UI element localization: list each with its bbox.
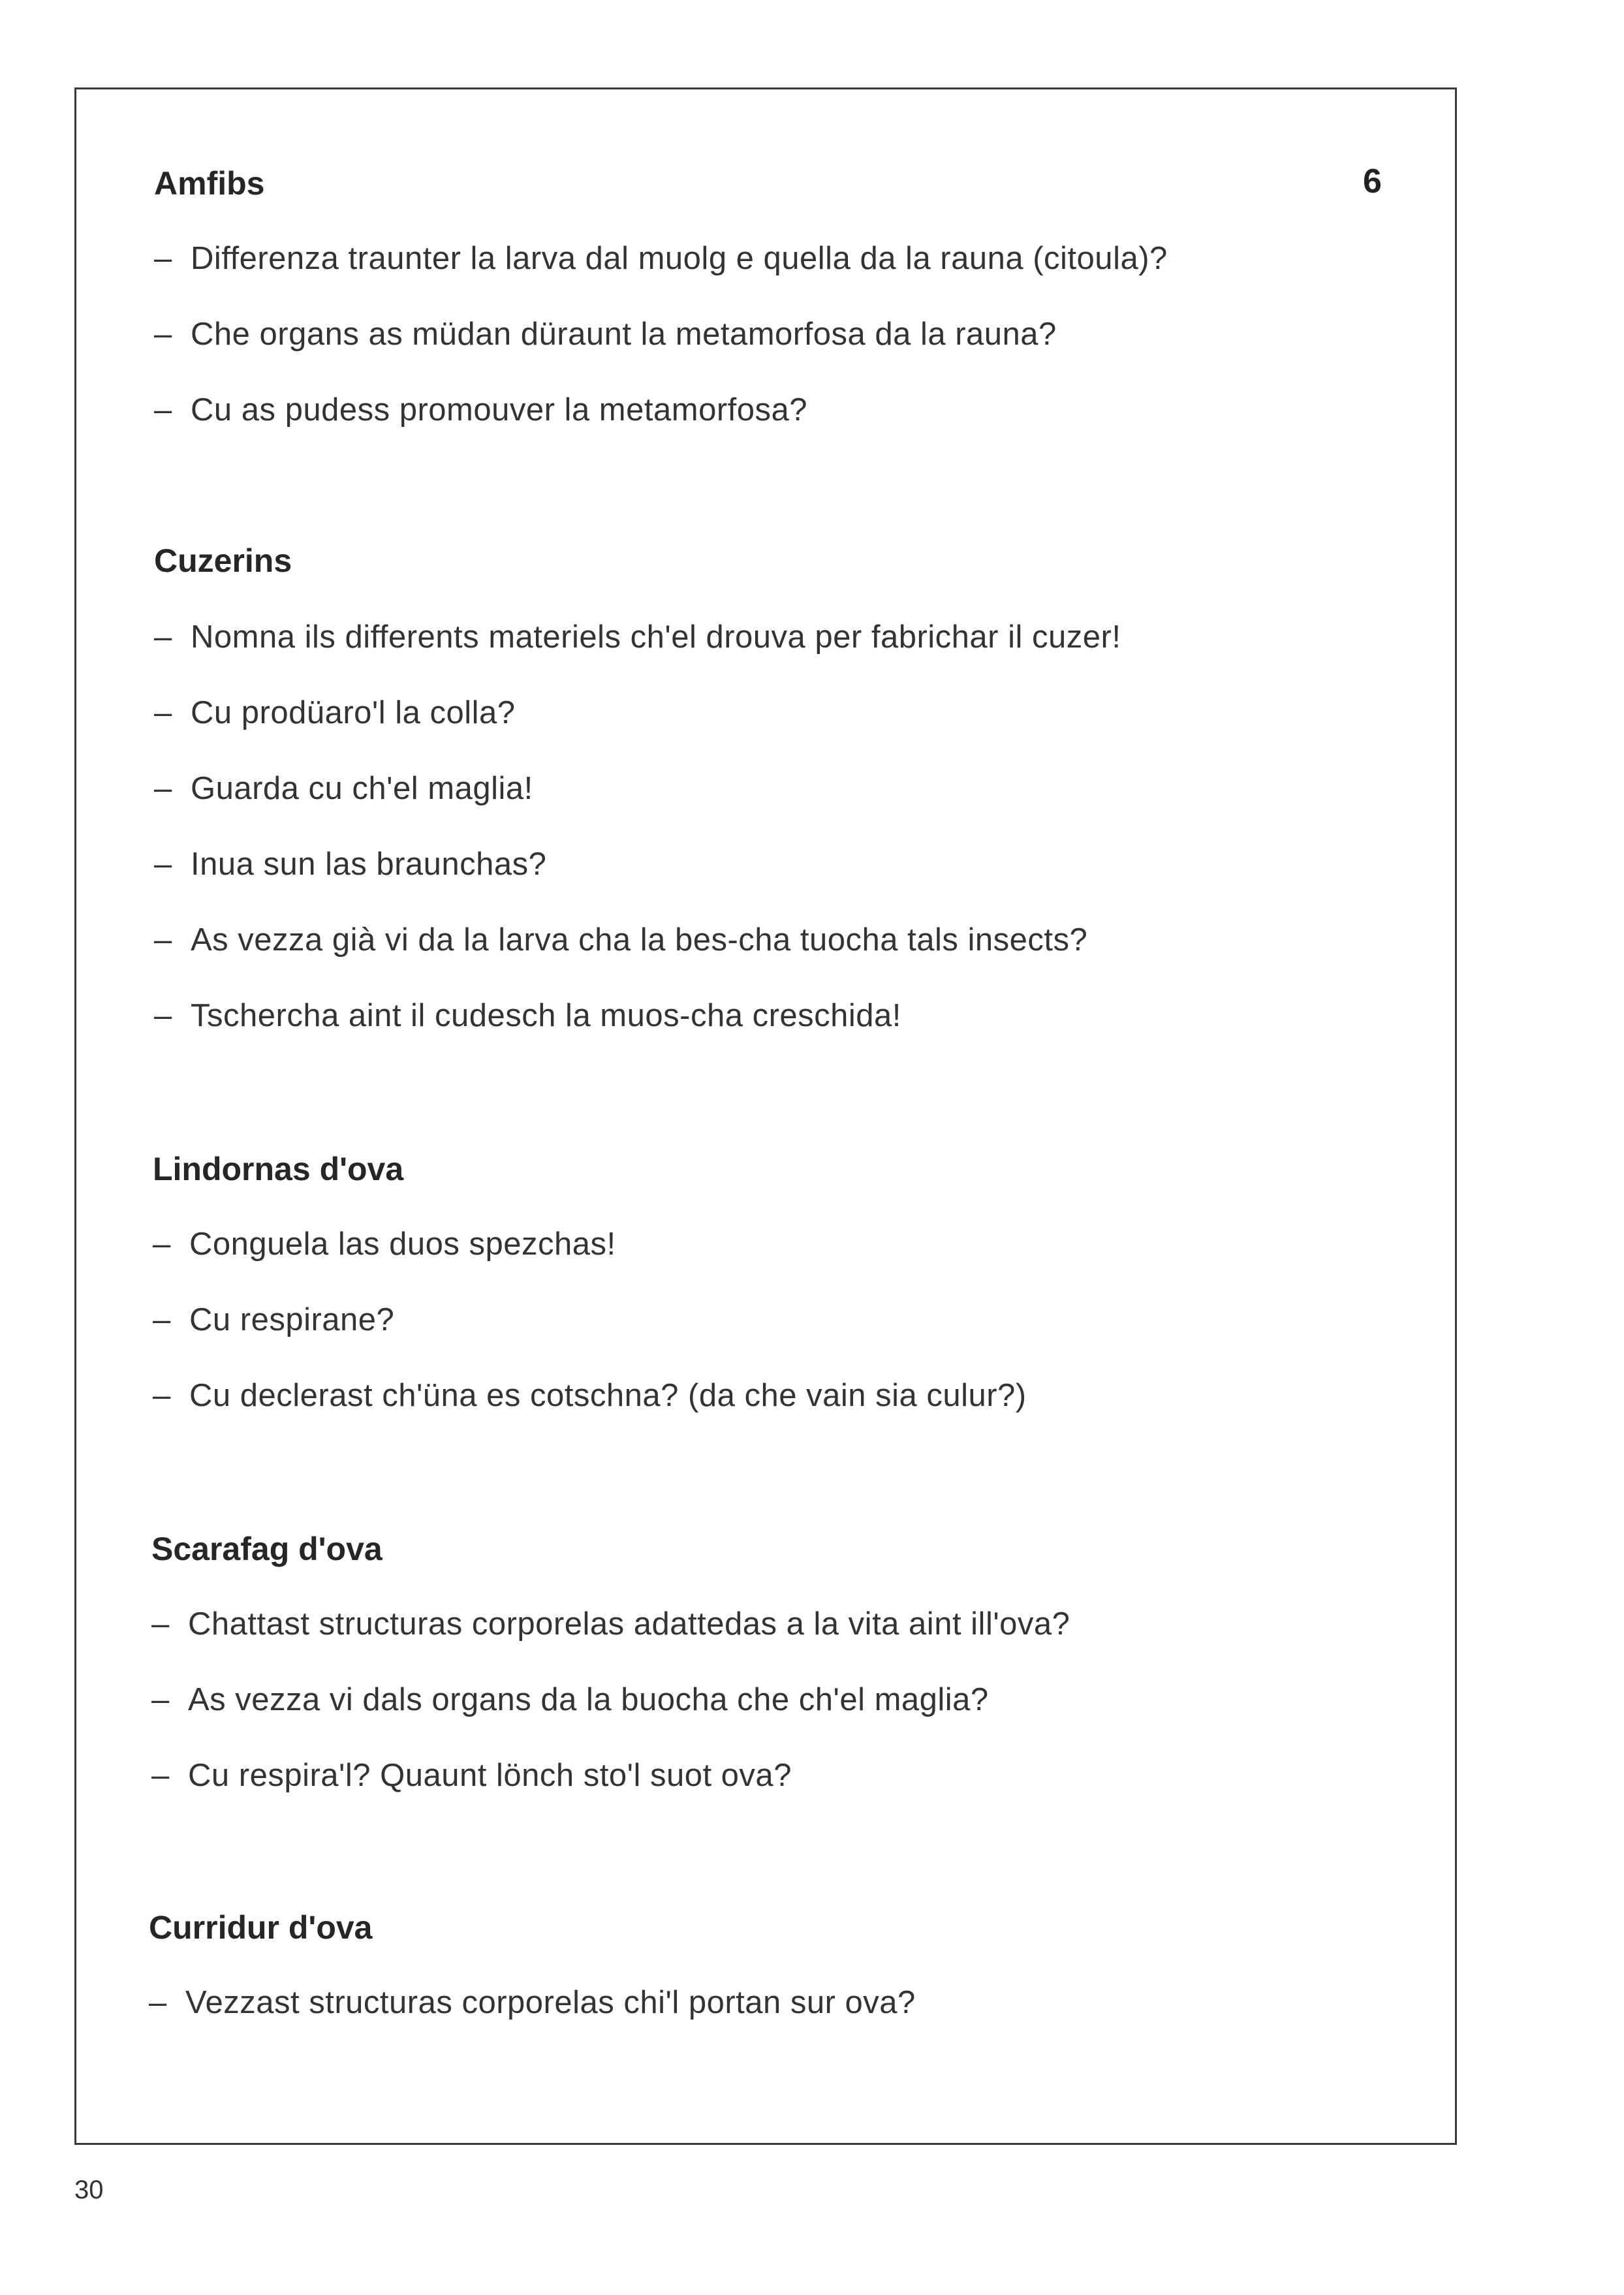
dash-bullet: – — [153, 1226, 171, 1262]
question-item — [151, 1606, 1070, 1642]
dash-bullet: – — [154, 392, 172, 428]
question-text: Cu prodüaro'l la colla? — [191, 695, 516, 730]
question-text: Cu respirane? — [189, 1302, 395, 1337]
question-item — [151, 1681, 989, 1718]
question-item — [151, 1757, 792, 1794]
dash-bullet: – — [151, 1682, 170, 1717]
section-heading: Cuzerins — [154, 542, 292, 579]
question-item — [154, 770, 533, 807]
question-text: As vezza vi dals organs da la buocha che ch'el maglia? — [188, 1682, 989, 1717]
question-item — [154, 619, 1121, 655]
question-text: Conguela las duos spezchas! — [189, 1226, 616, 1262]
question-item — [154, 695, 516, 731]
dash-bullet: – — [153, 1302, 171, 1337]
dash-bullet: – — [154, 847, 172, 882]
section-number: 6 — [1363, 163, 1382, 200]
section-heading: Amfibs — [154, 165, 265, 202]
question-text: Nomna ils differents materiels ch'el drouva per fabrichar il cuzer! — [191, 619, 1121, 655]
dash-bullet: – — [151, 1758, 170, 1793]
question-item — [153, 1226, 616, 1262]
dash-bullet: – — [154, 998, 172, 1033]
question-item — [154, 922, 1087, 958]
question-text: Guarda cu ch'el maglia! — [191, 771, 533, 806]
question-text: Chattast structuras corporelas adattedas a la vita aint ill'ova? — [188, 1606, 1070, 1642]
dash-bullet: – — [154, 619, 172, 655]
section-heading: Curridur d'ova — [149, 1909, 373, 1946]
section-heading: Lindornas d'ova — [153, 1151, 404, 1187]
question-text: Vezzast structuras corporelas chi'l portan sur ova? — [185, 1985, 916, 2020]
question-item — [154, 316, 1057, 352]
page-number: 30 — [74, 2176, 104, 2204]
question-text: As vezza già vi da la larva cha la bes-cha tuocha tals insects? — [191, 922, 1088, 958]
dash-bullet: – — [154, 771, 172, 806]
question-item — [154, 997, 901, 1034]
dash-bullet: – — [154, 241, 172, 276]
question-text: Cu declerast ch'üna es cotschna? (da che vain sia culur?) — [189, 1378, 1027, 1413]
dash-bullet: – — [154, 317, 172, 352]
question-text: Cu respira'l? Quaunt lönch sto'l suot ova? — [188, 1758, 792, 1793]
question-item — [154, 240, 1168, 277]
question-text: Differenza traunter la larva dal muolg e quella da la rauna (citoula)? — [191, 241, 1168, 276]
dash-bullet: – — [151, 1606, 170, 1642]
dash-bullet: – — [153, 1378, 171, 1413]
question-text: Tschercha aint il cudesch la muos-cha creschida! — [191, 998, 901, 1033]
section-heading: Scarafag d'ova — [151, 1531, 383, 1567]
question-item — [154, 392, 807, 428]
question-item — [149, 1984, 916, 2021]
question-text: Che organs as müdan düraunt la metamorfosa da la rauna? — [191, 317, 1057, 352]
dash-bullet: – — [154, 922, 172, 958]
dash-bullet: – — [154, 695, 172, 730]
question-item — [153, 1302, 394, 1338]
question-text: Cu as pudess promouver la metamorfosa? — [191, 392, 807, 428]
question-item — [154, 846, 546, 882]
question-text: Inua sun las braunchas? — [191, 847, 547, 882]
question-item — [153, 1377, 1027, 1414]
dash-bullet: – — [149, 1985, 167, 2020]
